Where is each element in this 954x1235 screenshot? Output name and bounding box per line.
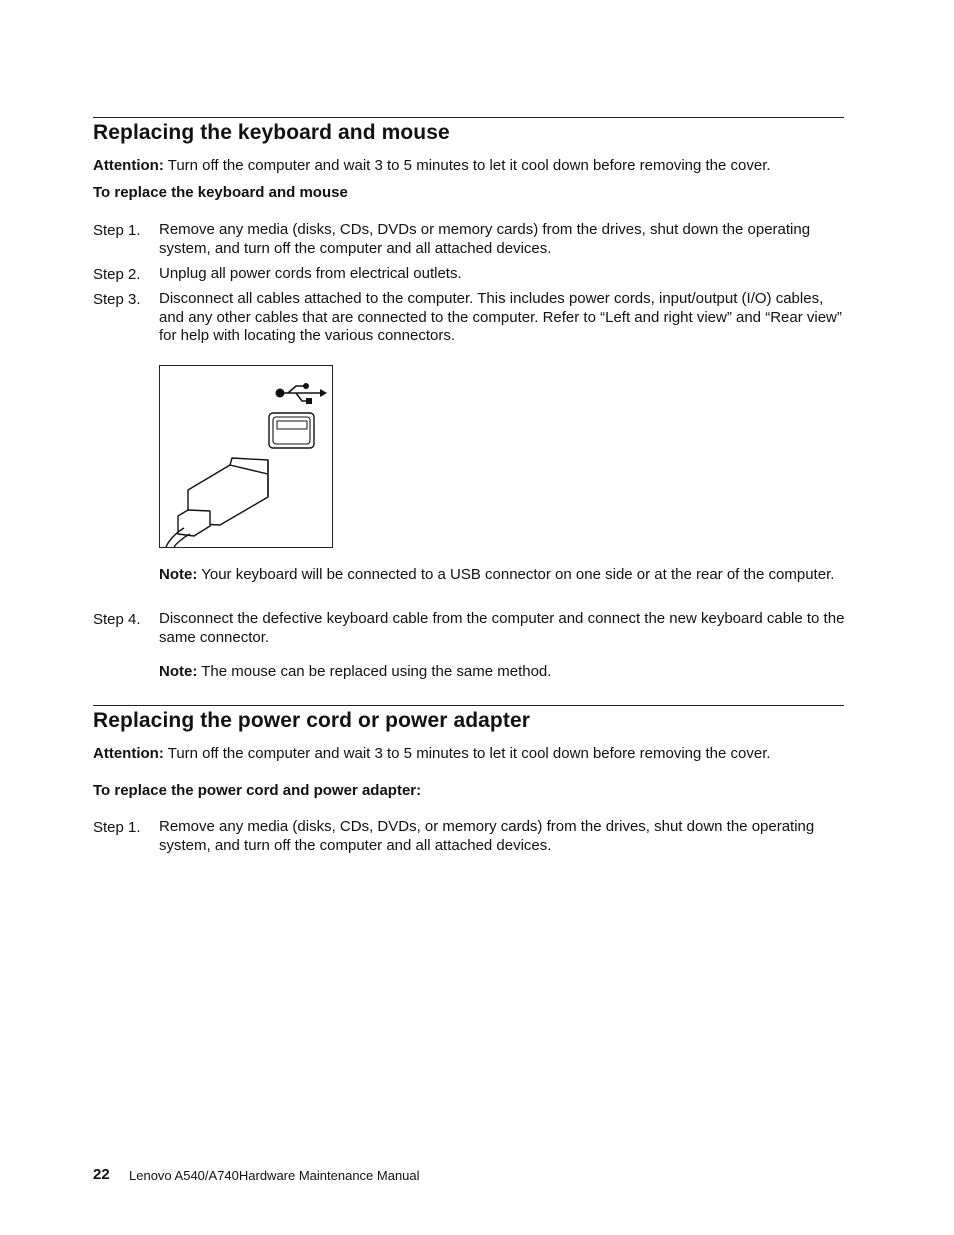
step-text: Unplug all power cords from electrical outlets. (159, 265, 462, 282)
procedure-heading: To replace the power cord and power adapter: (93, 782, 422, 799)
procedure-heading: To replace the keyboard and mouse (93, 184, 348, 201)
step-label: Step 1. (93, 819, 141, 836)
step-text: Disconnect the defective keyboard cable from the computer and connect the new keyboard cable to the same connector. (159, 610, 845, 646)
page-number: 22 (93, 1166, 110, 1183)
manual-title: Lenovo A540/A740Hardware Maintenance Manual (129, 1168, 420, 1183)
note-label: Note: (159, 566, 198, 583)
attention-label: Attention: (93, 157, 164, 174)
section-divider (93, 117, 844, 118)
attention-label: Attention: (93, 745, 164, 762)
attention-paragraph (93, 744, 844, 763)
step-text: Remove any media (disks, CDs, DVDs, or memory cards) from the drives, shut down the operating system, and turn off the computer and all attached devices. (159, 818, 815, 854)
note-paragraph (159, 663, 847, 682)
attention-text: Turn off the computer and wait 3 to 5 minutes to let it cool down before removing the cover. (167, 157, 771, 174)
usb-connector-icon (160, 366, 332, 547)
section-title-keyboard-mouse: Replacing the keyboard and mouse (93, 121, 450, 144)
step-label: Step 2. (93, 266, 141, 283)
note-paragraph (159, 566, 847, 585)
usb-connector-figure (159, 365, 333, 548)
step-text: Remove any media (disks, CDs, DVDs or memory cards) from the drives, shut down the operating system, and turn off the computer and all attached devices. (159, 221, 811, 257)
step-label: Step 3. (93, 291, 141, 308)
step-label: Step 1. (93, 222, 141, 239)
section-title-power-cord: Replacing the power cord or power adapter (93, 709, 531, 732)
section-divider (93, 705, 844, 706)
attention-text: Turn off the computer and wait 3 to 5 minutes to let it cool down before removing the cover. (167, 745, 771, 762)
note-text: The mouse can be replaced using the same method. (201, 663, 552, 680)
step-text: Disconnect all cables attached to the computer. This includes power cords, input/output (I/O) cables, and any other cables that are connected to the computer. Refer to “Left and right view” and “Rear view” for help with locating the various connectors. (159, 290, 842, 344)
note-label: Note: (159, 663, 198, 680)
step-label: Step 4. (93, 611, 141, 628)
note-text: Your keyboard will be connected to a USB connector on one side or at the rear of the computer. (201, 566, 835, 583)
attention-paragraph (93, 156, 844, 175)
